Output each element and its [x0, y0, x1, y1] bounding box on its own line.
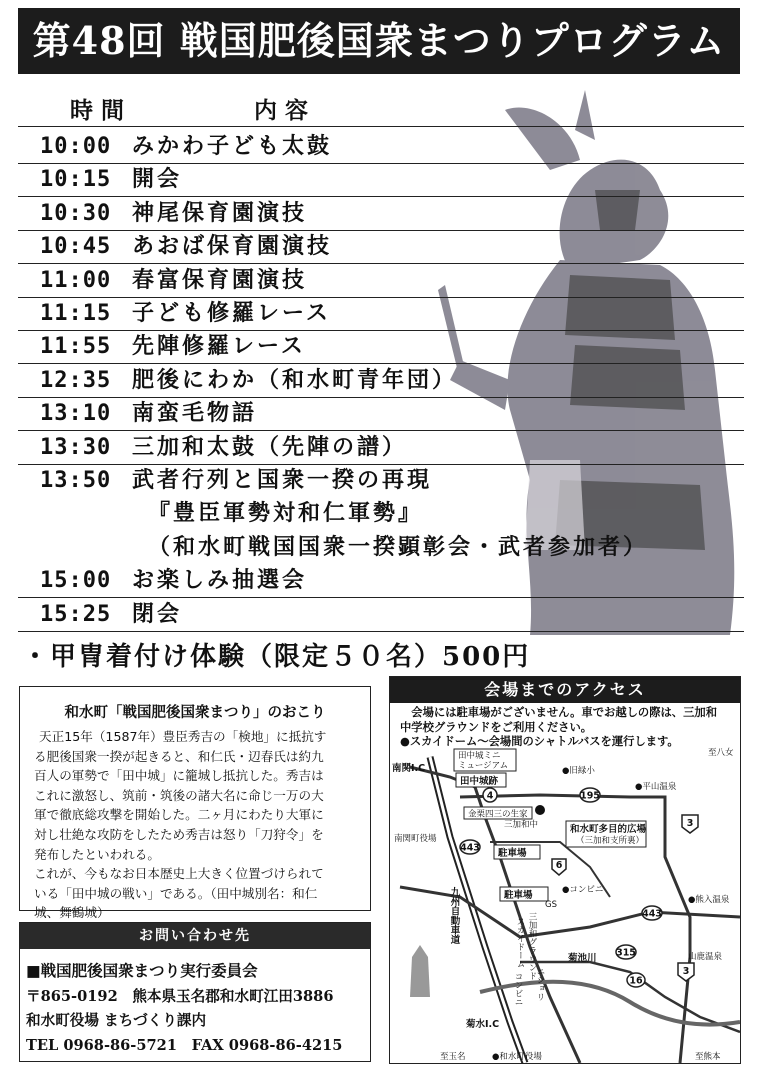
- history-line: これが、今もなお日本歴史上大きく位置づけられて: [34, 866, 324, 882]
- contact-office: 和水町役場 まちづくり課内: [26, 1012, 207, 1029]
- svg-text:スカイドーム: スカイドーム: [515, 917, 525, 968]
- program-content: 神尾保育園演技: [132, 200, 308, 226]
- header-divider: [18, 126, 744, 127]
- program-content: 武者行列と国衆一揆の再現: [132, 468, 433, 493]
- program-time: 15:25: [40, 601, 112, 627]
- svg-text:●熊入温泉: ●熊入温泉: [688, 895, 730, 905]
- program-row: [18, 164, 758, 197]
- svg-text:駐車場: 駐車場: [498, 848, 527, 859]
- program-time: 10:30: [40, 200, 112, 226]
- header-time: 時間: [70, 98, 132, 124]
- program-content: お楽しみ抽選会: [132, 568, 308, 594]
- program-row: [18, 231, 758, 264]
- access-note: 中学校グラウンドをご利用ください。: [400, 720, 593, 734]
- program-row: [18, 599, 758, 632]
- program-row: [18, 298, 758, 331]
- svg-text:ニショリ: ニショリ: [535, 967, 545, 1001]
- program-time: 11:00: [40, 267, 112, 293]
- route-shield: 3: [686, 818, 694, 829]
- kacchu-experience: ・甲冑着付け体験（限定５０名）500円: [22, 642, 531, 672]
- contact-address: 〒865-0192 熊本県玉名郡和水町江田3886: [26, 988, 334, 1005]
- contact-box: [19, 922, 371, 1062]
- route-shield: 16: [629, 975, 643, 987]
- program-row: [18, 565, 758, 598]
- history-line: いる「田中城の戦い」である。（田中城別名：和仁: [34, 885, 318, 901]
- access-notes: [400, 706, 735, 750]
- program-row: [18, 498, 758, 532]
- route-shield: 443: [460, 842, 480, 854]
- program-time: 13:50: [40, 468, 112, 493]
- header-content: 内容: [254, 98, 316, 124]
- svg-text:九州自動車道: 九州自動車道: [448, 887, 460, 944]
- svg-text:至熊本: 至熊本: [695, 1052, 721, 1062]
- program-row: [18, 465, 758, 498]
- samurai-figure-icon: [410, 945, 430, 997]
- svg-text:●コンビニ: ●コンビニ: [562, 885, 604, 895]
- history-line: 対し壮絶な攻防をしたため秀吉は怒り「刀狩令」を: [34, 826, 324, 842]
- program-time: 15:00: [40, 568, 112, 594]
- program-time: 12:35: [40, 367, 112, 393]
- svg-text:（三加和支所裏）: （三加和支所裏）: [576, 836, 645, 846]
- page-title: 第48回 戦国肥後国衆まつりプログラム: [18, 8, 740, 74]
- program-content: みかわ子ども太鼓: [132, 134, 333, 159]
- svg-text:三加和中: 三加和中: [504, 820, 539, 830]
- svg-text:駐車場: 駐車場: [504, 890, 533, 901]
- program-row: [18, 131, 758, 164]
- svg-text:和水町多目的広場: 和水町多目的広場: [570, 824, 647, 835]
- route-shield: 315: [616, 947, 636, 959]
- svg-text:南関町役場: 南関町役場: [394, 834, 437, 844]
- svg-text:南関I.C: 南関I.C: [392, 763, 426, 774]
- program-content: 閉会: [132, 601, 183, 627]
- program-content: 肥後にわか（和水町青年団）: [132, 367, 458, 393]
- svg-text:至八女: 至八女: [708, 748, 734, 758]
- svg-text:●和水町役場: ●和水町役場: [492, 1052, 542, 1062]
- access-note: 会場には駐車場がございません。車でお越しの際は、三加和: [411, 706, 717, 719]
- svg-text:コンビニ: コンビニ: [513, 972, 523, 1006]
- program-content: 開会: [132, 167, 183, 193]
- history-box: [19, 686, 371, 921]
- history-title: 和水町「戦国肥後国衆まつり」のおこり: [64, 705, 326, 721]
- program-row: [18, 365, 758, 398]
- svg-text:至玉名: 至玉名: [440, 1052, 466, 1062]
- contact-header: お問い合わせ先: [20, 923, 370, 949]
- access-map: [390, 747, 740, 1063]
- program-time: 10:00: [40, 134, 112, 159]
- program-content: あおば保育園演技: [132, 234, 333, 260]
- program-content: 南蛮毛物語: [132, 401, 258, 427]
- svg-text:三加和グラウンド: 三加和グラウンド: [527, 912, 537, 980]
- svg-text:菊水I.C: 菊水I.C: [466, 1019, 500, 1030]
- program-row: [18, 432, 758, 465]
- history-line: 発布したといわれる。: [34, 846, 160, 862]
- route-shield: 195: [580, 790, 600, 802]
- history-line: 城、舞鶴城）: [34, 905, 110, 921]
- program-time: 11:15: [40, 301, 112, 326]
- access-box: [389, 676, 741, 1064]
- program-content: 先陣修羅レース: [132, 334, 306, 360]
- route-shield: 443: [642, 908, 662, 920]
- program-row: [18, 198, 758, 231]
- program-content: 子ども修羅レース: [132, 301, 331, 326]
- svg-text:●平山温泉: ●平山温泉: [635, 782, 677, 792]
- route-shield: 4: [486, 790, 494, 802]
- svg-text:田中城ミニ: 田中城ミニ: [458, 751, 501, 761]
- program-time: 10:45: [40, 234, 112, 260]
- program-time: 10:15: [40, 167, 112, 193]
- history-line: 百人の軍勢で「田中城」に籠城し抵抗した。秀吉は: [34, 768, 324, 784]
- route-shield: 6: [555, 860, 563, 871]
- program-time: 13:30: [40, 434, 112, 460]
- contact-org: ■戦国肥後国衆まつり実行委員会: [26, 961, 258, 980]
- svg-text:ミュージアム: ミュージアム: [458, 761, 509, 771]
- history-line: 軍で徹底総攻撃を開始した。二ヶ月にわたり大軍に: [34, 807, 324, 823]
- svg-text:田中城跡: 田中城跡: [460, 776, 499, 787]
- svg-text:山鹿温泉: 山鹿温泉: [688, 952, 723, 962]
- history-line: る肥後国衆一揆が起きると、和仁氏・辺春氏は約九: [34, 748, 324, 764]
- svg-text:GS: GS: [545, 900, 557, 910]
- program-time: 13:10: [40, 401, 112, 427]
- program-row: [18, 331, 758, 364]
- svg-text:金栗四三の生家: 金栗四三の生家: [468, 809, 528, 820]
- venue-marker-icon: [535, 805, 545, 815]
- program-time: 11:55: [40, 334, 112, 360]
- access-note: ●スカイドーム～会場間のシャトルバスを運行します。: [400, 735, 679, 748]
- program-content: 春富保育園演技: [132, 267, 308, 293]
- contact-phone: TEL 0968-86-5721 FAX 0968-86-4215: [26, 1037, 343, 1054]
- route-shield: 3: [682, 966, 690, 977]
- program-row: [18, 398, 758, 431]
- svg-text:菊池川: 菊池川: [568, 953, 597, 964]
- history-body: [34, 727, 362, 923]
- program-row: [18, 265, 758, 298]
- svg-text:●旧緑小: ●旧緑小: [562, 766, 595, 776]
- program-row: [18, 532, 758, 566]
- access-header: 会場までのアクセス: [390, 677, 740, 703]
- program-content: （和水町戦国国衆一揆顕彰会・武者参加者）: [148, 534, 649, 560]
- program-content: 『豊臣軍勢対和仁軍勢』: [148, 501, 424, 527]
- history-line: 天正15年（1587年）豊臣秀吉の「検地」に抵抗す: [39, 729, 327, 744]
- route-road: [520, 962, 740, 1032]
- program-content: 三加和太鼓（先陣の譜）: [132, 434, 408, 460]
- history-line: これに激怒し、筑前・筑後の諸大名に命じ一万の大: [34, 787, 324, 803]
- row-divider: [18, 631, 744, 632]
